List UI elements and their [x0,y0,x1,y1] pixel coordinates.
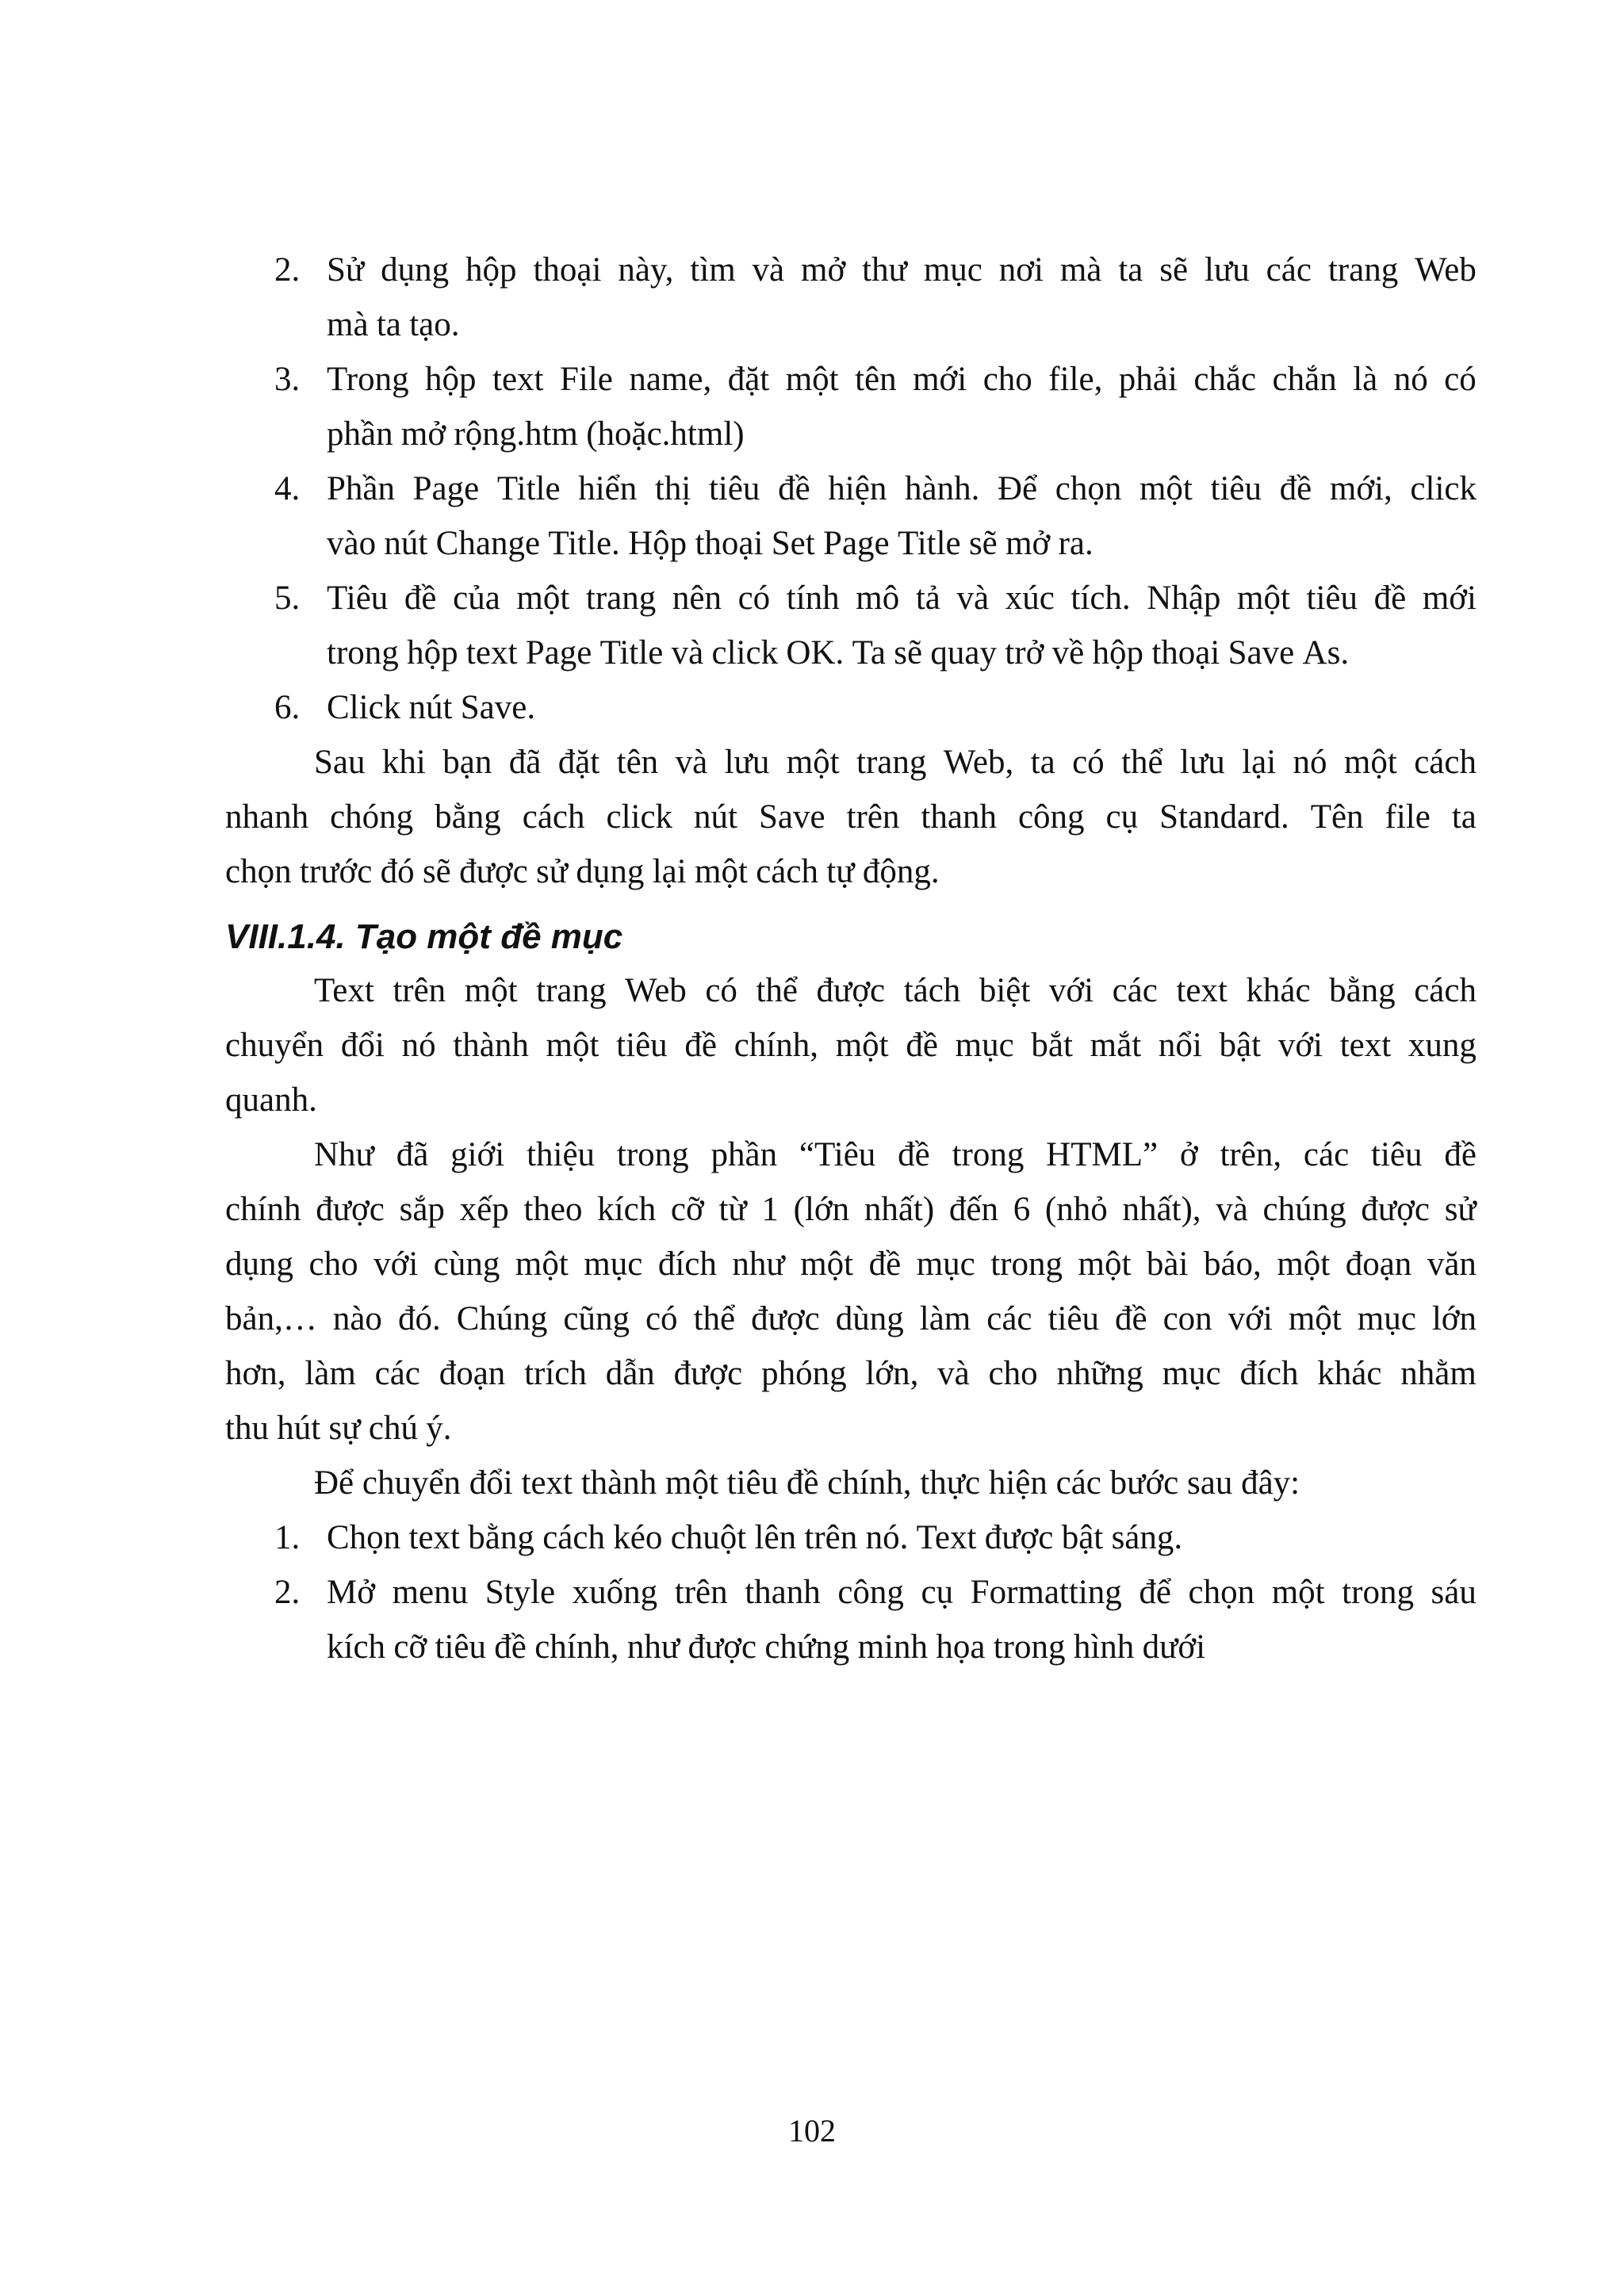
list-item-text [327,680,1477,735]
text-line: Click nút Save. [327,689,536,726]
list-item [225,571,1477,680]
text-line: Text trên một trang Web có thể được tách biệt với các text khác bằng cách [314,972,1477,1009]
text-line: Tiêu đề của một trang nên có tính mô tả và xúc tích. Nhập một tiêu đề mới [327,580,1477,617]
text-line: Trong hộp text File name, đặt một tên mới cho file, phải chắc chắn là nó có [327,361,1477,398]
page-content [225,243,1477,1674]
list-item-number: 4. [274,470,301,507]
list-item-text [327,571,1477,680]
text-line: kích cỡ tiêu đề chính, như được chứng minh họa trong hình dưới [327,1628,1206,1666]
text-line: bản,… nào đó. Chúng cũng có thể được dùng làm các tiêu đề con với một mục lớn [225,1300,1477,1337]
text-line: hơn, làm các đoạn trích dẫn được phóng lớn, và cho những mục đích khác nhằm [225,1355,1477,1392]
text-line: quanh. [225,1081,317,1119]
list-item-text [327,243,1477,352]
list-item [225,243,1477,352]
text-line: Như đã giới thiệu trong phần “Tiêu đề trong HTML” ở trên, các tiêu đề [314,1136,1477,1173]
list-item [225,352,1477,461]
text-line: chuyển đổi nó thành một tiêu đề chính, một đề mục bắt mắt nổi bật với text xung [225,1027,1477,1064]
list-item-number: 3. [274,361,301,398]
text-line: thu hút sự chú ý. [225,1410,452,1447]
page-number: 102 [788,2113,836,2149]
paragraph-steps-intro-text: Để chuyển đổi text thành một tiêu đề chính, thực hiện các bước sau đây: [314,1464,1300,1502]
text-line: Mở menu Style xuống trên thanh công cụ Formatting để chọn một trong sáu [327,1574,1477,1611]
text-line: chọn trước đó sẽ được sử dụng lại một cách tự động. [225,853,940,890]
numbered-list-heading-steps [225,1510,1477,1674]
text-line: Sử dụng hộp thoại này, tìm và mở thư mục nơi mà ta sẽ lưu các trang Web [327,251,1477,289]
numbered-list-save-steps [225,243,1477,735]
list-item [225,680,1477,735]
list-item-text [327,1565,1477,1674]
paragraph-heading-intro [225,963,1477,1127]
text-line: Sau khi bạn đã đặt tên và lưu một trang Web, ta có thể lưu lại nó một cách [314,744,1477,781]
list-item-text [327,1510,1477,1565]
list-item-number: 1. [274,1519,301,1556]
text-line: vào nút Change Title. Hộp thoại Set Page Title sẽ mở ra. [327,525,1094,562]
list-item [225,461,1477,571]
text-line: chính được sắp xếp theo kích cỡ từ 1 (lớn nhất) đến 6 (nhỏ nhất), và chúng được sử [225,1191,1477,1228]
list-item-number: 5. [274,580,301,617]
list-item [225,1565,1477,1674]
list-item-number: 2. [274,1574,301,1611]
paragraph-html-headings [225,1127,1477,1456]
text-line: phần mở rộng.htm (hoặc.html) [327,415,745,453]
list-item [225,1510,1477,1565]
paragraph-save-note [225,735,1477,899]
text-line: Phần Page Title hiển thị tiêu đề hiện hành. Để chọn một tiêu đề mới, click [327,470,1477,507]
paragraph-steps-intro [225,1456,1477,1510]
text-line: nhanh chóng bằng cách click nút Save trên thanh công cụ Standard. Tên file ta [225,798,1477,836]
text-line: mà ta tạo. [327,306,460,343]
text-line: Chọn text bằng cách kéo chuột lên trên nó. Text được bật sáng. [327,1519,1183,1556]
list-item-number: 2. [274,251,301,289]
list-item-number: 6. [274,689,301,726]
list-item-text [327,352,1477,461]
text-line: dụng cho với cùng một mục đích như một đề mục trong một bài báo, một đoạn văn [225,1246,1477,1283]
list-item-text [327,461,1477,571]
text-line: trong hộp text Page Title và click OK. Ta sẽ quay trở về hộp thoại Save As. [327,634,1350,672]
section-heading: VIII.1.4. Tạo một đề mục [225,917,623,956]
